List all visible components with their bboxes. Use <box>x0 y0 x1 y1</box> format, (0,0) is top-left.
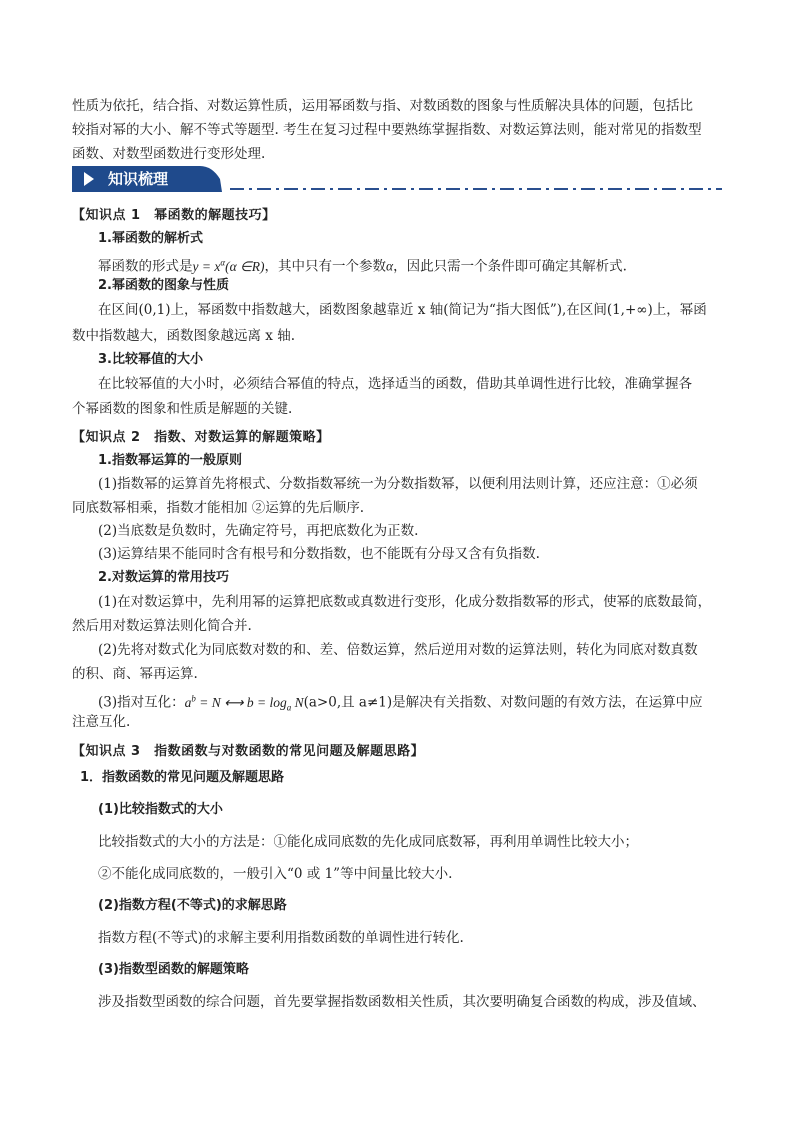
kp2-s2-line-1: (1)在对数运算中，先利用幂的运算把底数或真数进行变形，化成分数指数幂的形式，使幂的底数最简， <box>98 594 712 610</box>
log-formula <box>184 693 304 713</box>
kp2-s1-title: 1.指数幂运算的一般原则 <box>98 453 242 468</box>
formula-b-exponent: b <box>191 693 196 703</box>
kp2-s2-line-5-a: (3)指对互化： <box>98 694 185 711</box>
kp2-s2-line-5-b: (a>0,且 a≠1)是解决有关指数、对数问题的有效方法，在运算中应 <box>303 694 703 711</box>
kp2-s1-line-1: (1)指数幂的运算首先将根式、分数指数幂统一为分数指数幂，以便利用法则计算，还应注意：①必须 <box>98 476 698 492</box>
kp1-title: 【知识点 1 幂函数的解题技巧】 <box>72 208 276 223</box>
intro-line-3: 函数、对数型函数进行变形处理. <box>72 146 266 162</box>
kp2-s1-line-3: (2)当底数是负数时，先确定符号，再把底数化为正数. <box>98 523 419 539</box>
kp1-s3-line-1: 在比较幂值的大小时，必须结合幂值的特点，选择适当的函数，借助其单调性进行比较，准确掌握各 <box>98 376 692 392</box>
kp3-c-title: (3)指数型函数的解题策略 <box>98 962 249 977</box>
kp2-s1-line-2: 同底数幂相乘，指数才能相加 ②运算的先后顺序. <box>72 500 365 516</box>
kp2-s2-line-2: 然后用对数运算法则化简合并. <box>72 618 252 634</box>
intro-line-1: 性质为依托，结合指、对数运算性质，运用幂函数与指、对数函数的图象与性质解决具体的问题，包括比 <box>72 98 693 114</box>
kp3-title: 【知识点 3 指数函数与对数函数的常见问题及解题思路】 <box>72 744 425 759</box>
play-arrow-icon <box>84 172 94 186</box>
kp3-s1-title: 1．指数函数的常见问题及解题思路 <box>80 770 285 785</box>
formula-N: N <box>291 694 304 710</box>
intro-line-2: 较指对幂的大小、解不等式等题型. 考生在复习过程中要熟练掌握指数、对数运算法则，能对常见的指数型 <box>72 122 702 138</box>
formula-log-base: a <box>286 702 292 713</box>
kp1-s1-title: 1.幂函数的解析式 <box>98 231 203 246</box>
kp1-s2-line-2: 数中指数越大，函数图象越远离 x 轴. <box>72 328 295 344</box>
kp1-s3-title: 3.比较幂值的大小 <box>98 352 203 367</box>
kp2-s2-line-3: (2)先将对数式化为同底数对数的和、差、倍数运算，然后逆用对数的运算法则，转化为同底对数真数 <box>98 642 698 658</box>
kp1-s1-formula <box>193 259 265 274</box>
kp3-a-title: (1)比较指数式的大小 <box>98 802 223 817</box>
alpha-symbol: α <box>386 258 394 274</box>
section-title: 知识梳理 <box>108 170 169 188</box>
section-divider <box>230 188 722 190</box>
formula-exponent: α <box>220 257 226 267</box>
kp2-title: 【知识点 2 指数、对数运算的解题策略】 <box>72 430 330 445</box>
kp3-c-line-1: 涉及指数型函数的综合问题，首先要掌握指数函数相关性质，其次要明确复合函数的构成，涉及值域、 <box>98 994 706 1010</box>
kp3-b-title: (2)指数方程(不等式)的求解思路 <box>98 898 287 913</box>
formula-a: a <box>184 694 192 710</box>
kp2-s2-line-5 <box>98 688 703 717</box>
kp2-s2-line-6: 注意互化. <box>72 714 131 730</box>
kp1-s1-text-c: ，因此只需一个条件即可确定其解析式. <box>393 258 627 275</box>
kp1-s1-text-a: 幂函数的形式是 <box>98 258 193 275</box>
kp1-s1-text-b: ，其中只有一个参数 <box>264 258 387 275</box>
kp3-a-line-1: 比较指数式的大小的方法是：①能化成同底数的先化成同底数幂，再利用单调性比较大小； <box>98 834 638 850</box>
formula-condition: (α ∈R) <box>225 258 265 274</box>
formula-base: y = x <box>192 258 221 274</box>
kp1-s1-text <box>98 252 627 277</box>
kp2-s1-line-4: (3)运算结果不能同时含有根号和分数指数，也不能既有分母又含有负指数. <box>98 546 540 562</box>
kp3-b-line-1: 指数方程(不等式)的求解主要利用指数函数的单调性进行转化. <box>98 930 464 946</box>
kp2-s2-line-4: 的积、商、幂再运算. <box>72 666 198 682</box>
kp2-s2-title: 2.对数运算的常用技巧 <box>98 570 229 585</box>
kp1-s2-title: 2.幂函数的图象与性质 <box>98 278 229 293</box>
kp1-s3-line-2: 个幂函数的图象和性质是解题的关键. <box>72 401 293 417</box>
kp1-s2-line-1: 在区间(0,1)上，幂函数中指数越大，函数图象越靠近 x 轴(简记为“指大图低”),在区间(1,+∞)上，幂函 <box>98 302 707 318</box>
kp3-a-line-2: ②不能化成同底数的，一般引入“0 或 1”等中间量比较大小. <box>98 866 453 882</box>
formula-middle: = N ⟷ b = log <box>195 694 287 710</box>
